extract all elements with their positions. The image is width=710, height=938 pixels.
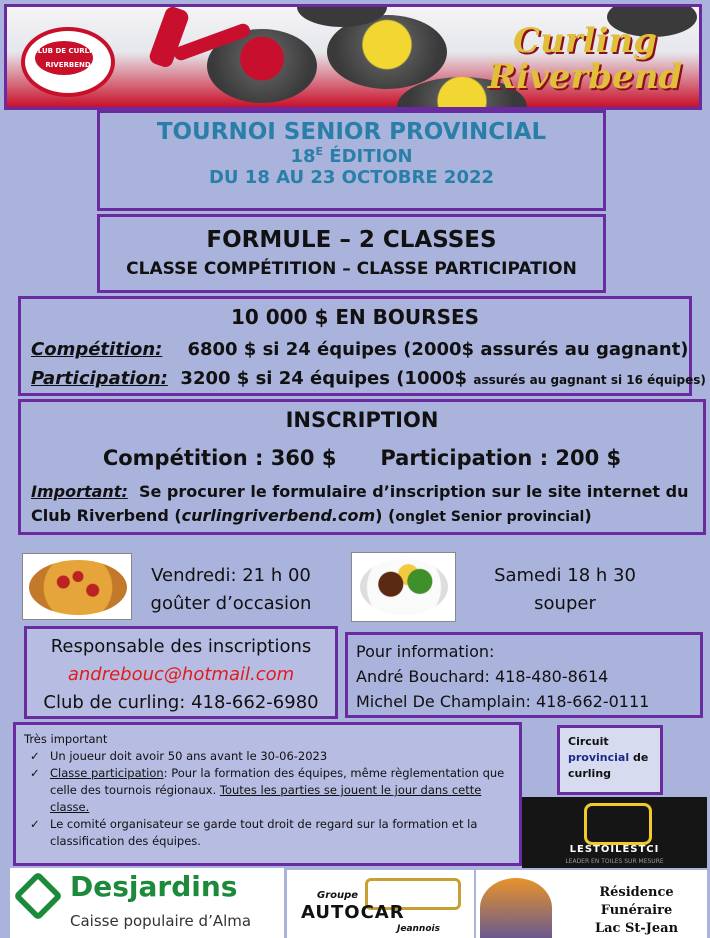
notes-title: Très important xyxy=(24,732,108,746)
fee-participation: Participation : 200 $ xyxy=(380,446,622,470)
saturday-event xyxy=(470,562,660,618)
toiles-name: LESTOILESTCI xyxy=(569,844,660,855)
tournament-dates: DU 18 AU 23 OCTOBRE 2022 xyxy=(208,167,495,188)
edition-word: ÉDITION xyxy=(323,146,413,167)
friday-event xyxy=(136,562,326,618)
saturday-desc: souper xyxy=(534,593,596,614)
format-subtitle: CLASSE COMPÉTITION – CLASSE PARTICIPATION xyxy=(126,259,577,279)
prize-competition-row xyxy=(31,339,689,360)
site-link[interactable]: curlingriverbend.com xyxy=(181,506,376,525)
registrar-title: Responsable des inscriptions xyxy=(50,636,312,657)
residence-name xyxy=(566,884,707,938)
tournament-title-box xyxy=(97,110,606,211)
notes-item2-label: Classe participation xyxy=(50,766,164,780)
notes-item2-text: : Pour la formation des équipes, même règlementation que celle des tournois régionaux. xyxy=(50,766,505,797)
saturday-time: Samedi 18 h 30 xyxy=(494,565,636,586)
prize-participation-label: Participation: xyxy=(31,368,168,389)
residence-line1: Résidence Funéraire xyxy=(599,885,674,918)
notes-list xyxy=(24,748,511,850)
pizza-image xyxy=(29,560,127,615)
banner-title-line2: Riverbend xyxy=(487,57,683,97)
desjardins-hexagon-icon xyxy=(13,871,63,921)
important-tail-open: ) ( xyxy=(375,506,396,525)
prize-competition-text: 6800 $ si 24 équipes (2000$ assurés au gagnant) xyxy=(187,339,689,360)
edition xyxy=(100,145,603,167)
club-logo xyxy=(21,27,115,97)
format-box xyxy=(97,214,606,293)
important-text: Se procurer le formulaire d’inscription sur le site internet du Club Riverbend ( xyxy=(31,482,689,525)
desjardins-name: Desjardins xyxy=(70,870,238,903)
banner-title-line1: Curling xyxy=(512,21,658,61)
registration-title: INSCRIPTION xyxy=(285,408,439,432)
registration-important xyxy=(31,480,693,529)
notes-item2-underline: Toutes les parties se jouent le jour dans cette classe. xyxy=(50,783,482,814)
tournament-title: TOURNOI SENIOR PROVINCIAL xyxy=(156,119,547,145)
banner-title xyxy=(485,23,685,95)
prize-participation-small: assurés au gagnant si 16 équipes) xyxy=(473,373,706,387)
notes-item xyxy=(50,765,511,816)
info-contact-2: Michel De Champlain: 418-662-0111 xyxy=(356,692,650,711)
important-notes-box xyxy=(13,722,522,866)
circuit-word3: de curling xyxy=(568,751,649,780)
fee-competition: Compétition : 360 $ xyxy=(102,446,337,470)
sunset-icon xyxy=(480,878,552,938)
registration-box xyxy=(18,399,706,535)
sponsor-autocar-logo xyxy=(287,870,474,938)
prize-participation-text: 3200 $ si 24 équipes (1000$ xyxy=(180,368,468,389)
circuit-box xyxy=(557,725,663,795)
registrar-club-phone: Club de curling: 418-662-6980 xyxy=(43,692,319,713)
autocar-name: AUTOCAR xyxy=(301,902,405,923)
friday-time: Vendredi: 21 h 00 xyxy=(151,565,311,586)
info-title: Pour information: xyxy=(356,642,495,661)
prize-title: 10 000 $ EN BOURSES xyxy=(230,305,480,329)
truck-icon xyxy=(584,803,652,845)
toiles-slogan: LEADER EN TOILES SUR MESURE xyxy=(565,858,664,865)
edition-number: 18 xyxy=(290,146,316,167)
residence-line2: Lac St-Jean xyxy=(594,921,679,936)
prize-box xyxy=(18,296,706,396)
registrar-email-link[interactable]: andrebouc@hotmail.com xyxy=(67,664,295,685)
desjardins-caisse: Caisse populaire d’Alma xyxy=(70,912,252,930)
sponsor-desjardins-logo xyxy=(10,868,284,938)
logo-text-2: RIVERBEND xyxy=(45,61,91,69)
prize-competition-label: Compétition: xyxy=(31,339,163,360)
dinner-photo xyxy=(351,552,456,622)
header-banner xyxy=(4,4,702,110)
onglet-text: onglet Senior provincial xyxy=(395,509,585,525)
dinner-image xyxy=(360,559,448,615)
edition-superscript: E xyxy=(315,145,324,158)
logo-text-1: CLUB DE CURLING xyxy=(32,47,104,55)
sponsor-residence-logo xyxy=(476,870,707,938)
friday-desc: goûter d’occasion xyxy=(150,593,312,614)
sponsor-toiles-logo xyxy=(522,797,707,868)
format-title: FORMULE – 2 CLASSES xyxy=(206,227,497,253)
important-label: Important: xyxy=(31,482,128,501)
circuit-word1: Circuit xyxy=(568,735,609,748)
pizza-photo xyxy=(22,553,132,620)
info-box xyxy=(345,632,703,718)
info-contact-1: André Bouchard: 418-480-8614 xyxy=(356,667,609,686)
circuit-word2: provincial xyxy=(568,751,630,764)
autocar-groupe: Groupe xyxy=(317,890,359,901)
notes-item: ✓ Un joueur doit avoir 50 ans avant le 30-06-2023 xyxy=(50,748,511,765)
important-tail-close: ) xyxy=(584,506,592,525)
prize-participation-row xyxy=(31,368,706,389)
registrar-box xyxy=(24,626,338,719)
notes-item: ✓ Le comité organisateur se garde tout droit de regard sur la formation et la classification des équipes. xyxy=(50,816,511,850)
registration-fees xyxy=(21,446,703,470)
autocar-jeannois: Jeannois xyxy=(397,924,440,934)
